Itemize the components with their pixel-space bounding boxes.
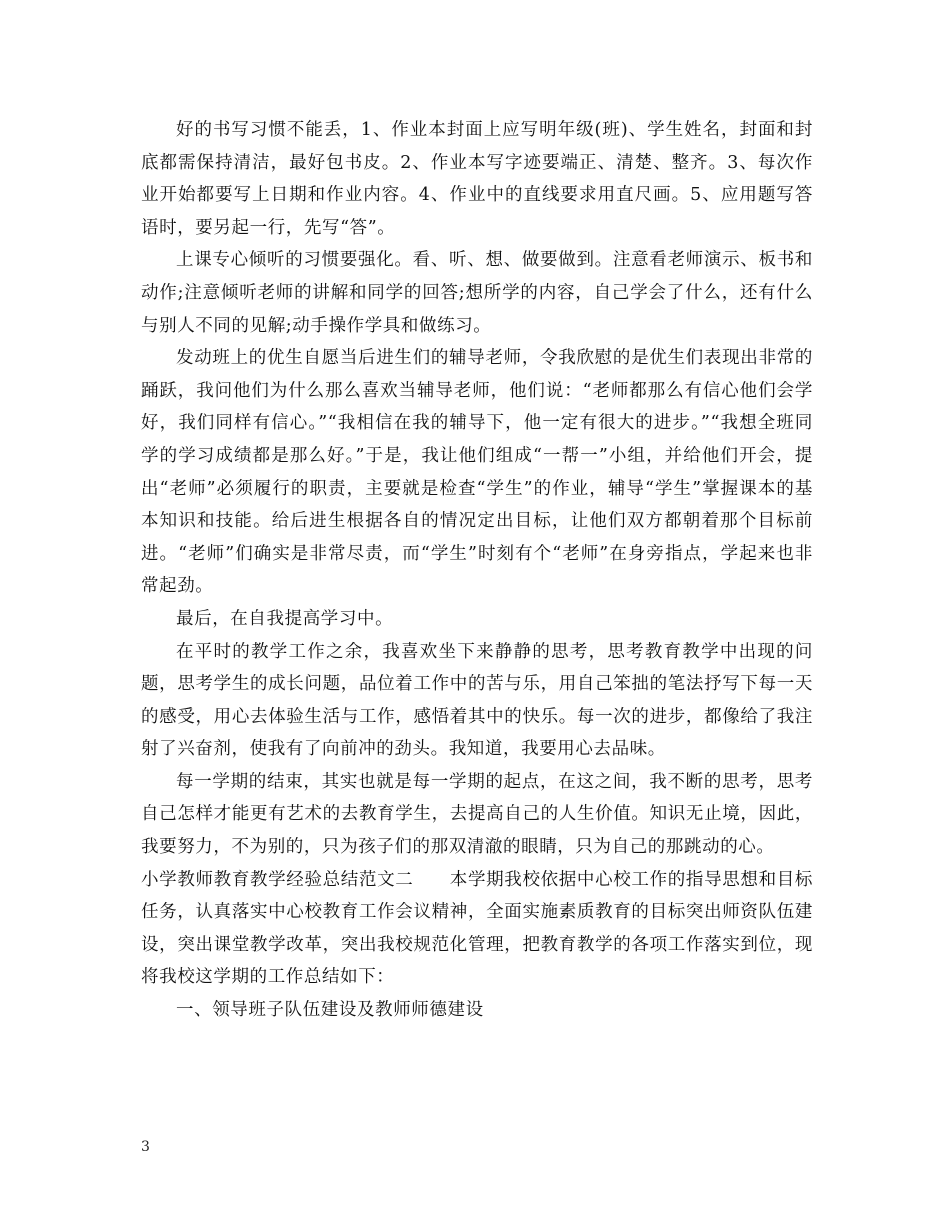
paragraph-writing-habits: 好的书写习惯不能丢，1、作业本封面上应写明年级(班)、学生姓名，封面和封底都需保持清洁，最好包书皮。2、作业本写字迹要端正、清楚、整齐。3、每次作业开始都要写上日期和作业内容。4、作业中的直线要求用直尺画。5、应用题写答语时，要另起一行，先写“答”。 xyxy=(141,120,813,238)
paragraph-reflection: 在平时的教学工作之余，我喜欢坐下来静静的思考，思考教育教学中出现的问题，思考学生的成长问题，品位着工作中的苦与乐，用自己笨拙的笔法抒写下每一天的感受，用心去体验生活与工作，感悟着其中的快乐。每一次的进步，都像给了我注射了兴奋剂，使我有了向前冲的劲头。我知道，我要用心去品味。 xyxy=(141,641,813,760)
page-number: 3 xyxy=(141,1139,150,1155)
paragraph-peer-tutoring: 发动班上的优生自愿当后进生们的辅导老师，令我欣慰的是优生们表现出非常的踊跃，我问他们为什么那么喜欢当辅导老师，他们说：“老师都那么有信心他们会学好，我们同样有信心。”“我相信在我的辅导下，他一定有很大的进步。”“我想全班同学的学习成绩都是那么好。”于是，我让他们组成“一帮一”小组，并给他们开会，提出“老师”必须履行的职责，主要就是检查“学生”的作业，辅导“学生”掌握课本的基本知识和技能。给后进生根据各自的情况定出目标，让他们双方都朝着那个目标前进。“老师”们确实是非常尽责，而“学生”时刻有个“老师”在身旁指点，学起来也非常起劲。 xyxy=(141,348,813,597)
paragraph-semester-end: 每一学期的结束，其实也就是每一学期的起点，在这之间，我不断的思考，思考自己怎样才能更有艺术的去教育学生，去提高自己的人生价值。知识无止境，因此，我要努力，不为别的，只为孩子们的那双清澈的眼睛，只为自己的那跳动的心。 xyxy=(141,771,813,858)
document-body xyxy=(141,114,813,1027)
section-heading-leadership: 一、领导班子队伍建设及教师师德建设 xyxy=(176,1000,484,1021)
paragraph-sample-two: 小学教师教育教学经验总结范文二 本学期我校依据中心校工作的指导思想和目标任务，认真落实中心校教育工作会议精神，全面实施素质教育的目标突出师资队伍建设，突出课堂教学改革，突出我校规范化管理，把教育教学的各项工作落实到位，现将我校这学期的工作总结如下： xyxy=(141,869,813,988)
paragraph-self-improvement-heading: 最后，在自我提高学习中。 xyxy=(176,608,394,629)
paragraph-listening-habits: 上课专心倾听的习惯要强化。看、听、想、做要做到。注意看老师演示、板书和动作;注意倾听老师的讲解和同学的回答;想所学的内容，自己学会了什么，还有什么与别人不同的见解;动手操作学具和做练习。 xyxy=(141,250,813,336)
